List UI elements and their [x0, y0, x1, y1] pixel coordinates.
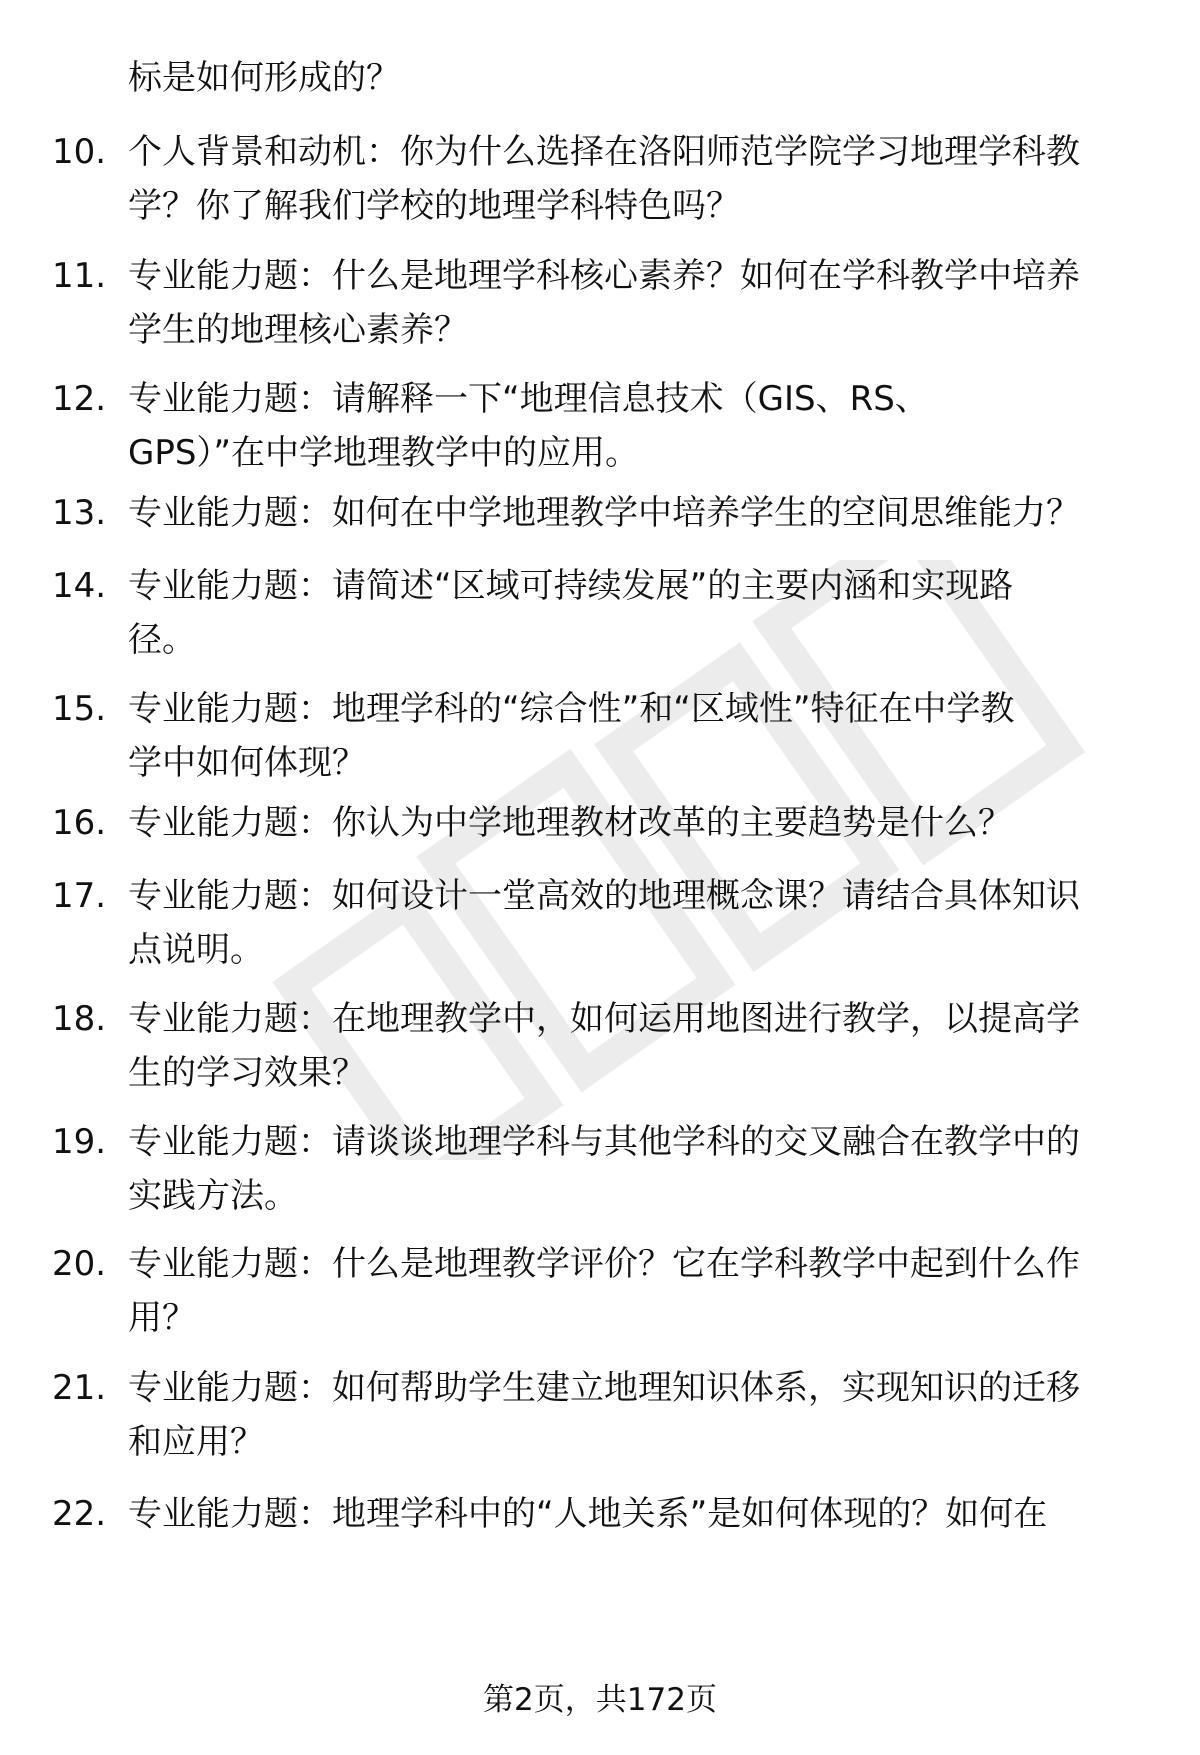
- question-line: [0, 1362, 1200, 1414]
- question-line: [0, 1238, 1200, 1290]
- question-line: [0, 993, 1200, 1045]
- question-line: [0, 614, 1200, 666]
- page-footer: 第2页，共172页: [483, 1682, 717, 1718]
- question-number: 13.: [52, 493, 107, 533]
- continuation-line: [0, 52, 1200, 104]
- question-text: 专业能力题：请解释一下“地理信息技术（GIS、RS、: [128, 379, 929, 419]
- question-text: 专业能力题：地理学科中的“人地关系”是如何体现的？如何在: [128, 1494, 1048, 1534]
- question-text: 个人背景和动机：你为什么选择在洛阳师范学院学习地理学科教: [128, 132, 1080, 172]
- question-number: 22.: [52, 1494, 107, 1534]
- question-line: [0, 180, 1200, 232]
- question-number: 15.: [52, 689, 107, 729]
- question-text: 用？: [128, 1298, 196, 1338]
- question-text: 专业能力题：如何在中学地理教学中培养学生的空间思维能力？: [128, 493, 1080, 533]
- question-line: [0, 1047, 1200, 1099]
- question-text: 点说明。: [128, 930, 264, 970]
- question-number: 21.: [52, 1368, 107, 1408]
- question-text: 专业能力题：请谈谈地理学科与其他学科的交叉融合在教学中的: [128, 1122, 1080, 1162]
- question-text: 生的学习效果？: [128, 1053, 366, 1093]
- question-line: [0, 250, 1200, 302]
- question-line: [0, 1416, 1200, 1468]
- question-number: 12.: [52, 379, 107, 419]
- continuation-text: 标是如何形成的？: [128, 58, 400, 98]
- question-line: [0, 373, 1200, 425]
- question-number: 18.: [52, 999, 107, 1039]
- question-number: 17.: [52, 876, 107, 916]
- question-line: [0, 560, 1200, 612]
- question-text: 专业能力题：你认为中学地理教材改革的主要趋势是什么？: [128, 803, 1012, 843]
- question-number: 16.: [52, 803, 107, 843]
- question-text: 专业能力题：什么是地理教学评价？它在学科教学中起到什么作: [128, 1244, 1080, 1284]
- question-line: [0, 737, 1200, 789]
- question-line: [0, 487, 1200, 539]
- question-number: 11.: [52, 256, 107, 296]
- question-number: 10.: [52, 132, 107, 172]
- question-number: 19.: [52, 1122, 107, 1162]
- question-text: 学？你了解我们学校的地理学科特色吗？: [128, 186, 740, 226]
- question-text: GPS）”在中学地理教学中的应用。: [128, 433, 640, 473]
- question-line: [0, 1170, 1200, 1222]
- question-text: 专业能力题：在地理教学中，如何运用地图进行教学，以提高学: [128, 999, 1080, 1039]
- question-line: [0, 1292, 1200, 1344]
- question-text: 学生的地理核心素养？: [128, 310, 468, 350]
- question-line: [0, 924, 1200, 976]
- question-text: 专业能力题：如何设计一堂高效的地理概念课？请结合具体知识: [128, 876, 1080, 916]
- question-text: 实践方法。: [128, 1176, 298, 1216]
- question-number: 20.: [52, 1244, 107, 1284]
- question-text: 和应用？: [128, 1422, 264, 1462]
- question-line: [0, 797, 1200, 849]
- question-line: [0, 870, 1200, 922]
- question-text: 专业能力题：地理学科的“综合性”和“区域性”特征在中学教: [128, 689, 1015, 729]
- question-number: 14.: [52, 566, 107, 606]
- question-line: [0, 126, 1200, 178]
- question-text: 专业能力题：如何帮助学生建立地理知识体系，实现知识的迁移: [128, 1368, 1080, 1408]
- question-line: [0, 683, 1200, 735]
- question-line: [0, 1488, 1200, 1540]
- question-line: [0, 427, 1200, 479]
- question-text: 学中如何体现？: [128, 743, 366, 783]
- question-line: [0, 1116, 1200, 1168]
- question-text: 径。: [128, 620, 196, 660]
- question-text: 专业能力题：请简述“区域可持续发展”的主要内涵和实现路: [128, 566, 1014, 606]
- question-line: [0, 304, 1200, 356]
- question-text: 专业能力题：什么是地理学科核心素养？如何在学科教学中培养: [128, 256, 1080, 296]
